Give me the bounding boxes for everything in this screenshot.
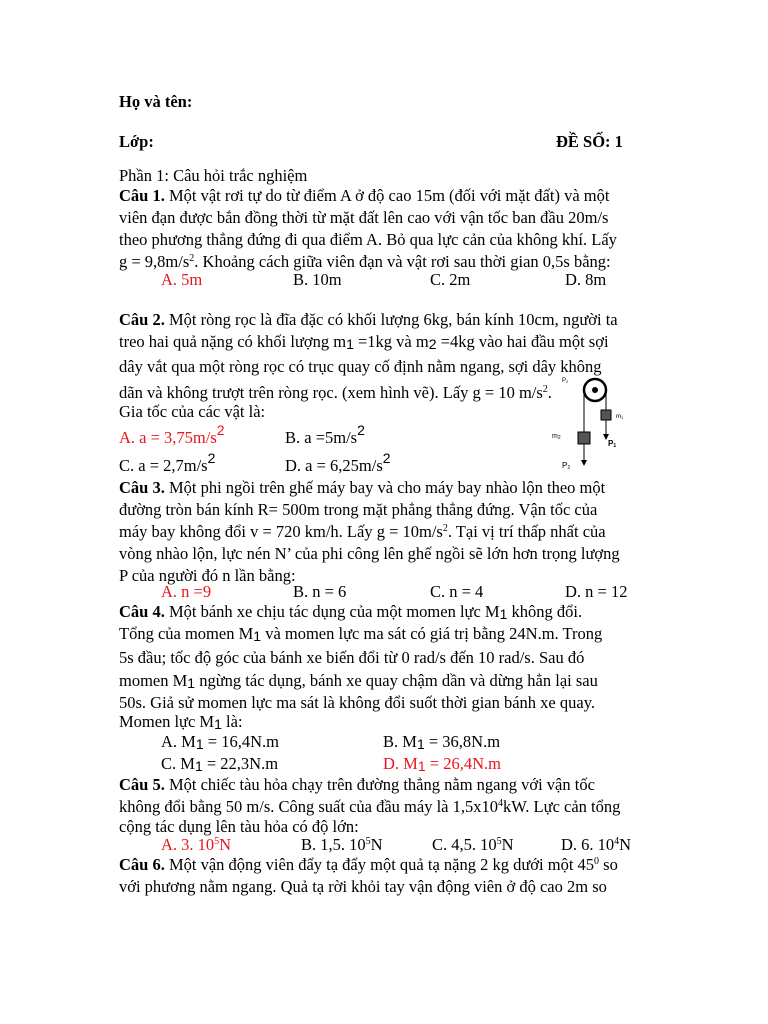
q1-text: g = 9,8m/s xyxy=(119,252,190,271)
q2-option-d xyxy=(285,450,391,476)
q4-option-d-text: D. M xyxy=(383,754,418,773)
q1-line-4 xyxy=(119,252,611,272)
q3-number: Câu 3. xyxy=(119,478,165,497)
subscript: 1 xyxy=(253,628,262,644)
q4-option-c-text: C. M xyxy=(161,754,195,773)
q6-line-2: với phương nằm ngang. Quả tạ rời khỏi tay vận động viên ở độ cao 2m so xyxy=(119,877,607,896)
q2-line-4 xyxy=(119,383,552,403)
q2-text: =4kg vào hai đầu một sợi xyxy=(436,332,609,351)
superscript: 4 xyxy=(614,836,620,847)
q3-line-1 xyxy=(119,478,605,498)
q4-option-b-text: = 36,8N.m xyxy=(424,732,501,751)
name-label: Họ và tên: xyxy=(119,92,193,111)
q2-text: . xyxy=(547,383,552,402)
arrow-head-icon xyxy=(581,460,587,466)
exam-number: ĐỀ SỐ: 1 xyxy=(556,132,623,151)
superscript: 2 xyxy=(357,422,365,438)
q2-option-c-text: C. a = 2,7m/s xyxy=(119,456,208,475)
q2-number: Câu 2. xyxy=(119,310,165,329)
q2-option-b-text: B. a =5m/s xyxy=(285,428,358,447)
q2-text: =1kg và m xyxy=(353,332,429,351)
superscript: 2 xyxy=(382,450,391,466)
superscript: 4 xyxy=(498,798,503,809)
q5-option-b-text: N xyxy=(370,835,383,854)
label-top: P2 xyxy=(562,378,569,384)
mass-m2 xyxy=(578,432,590,444)
superscript: 2 xyxy=(216,422,225,438)
q2-line-2 xyxy=(119,332,609,352)
q2-text: treo hai quả nặng có khối lượng m xyxy=(119,332,347,351)
q2-option-b xyxy=(285,422,365,448)
subscript: 2 xyxy=(428,336,437,352)
pulley-axle xyxy=(592,387,598,393)
q4-line-3: 5s đầu; tốc độ góc của bánh xe biến đổi từ 0 rad/s đến 10 rad/s. Sau đó xyxy=(119,648,585,667)
q2-option-c xyxy=(119,450,216,476)
class-label: Lớp: xyxy=(119,132,154,151)
superscript: 5 xyxy=(496,836,502,847)
q2-line-3: dây vắt qua một ròng rọc có trục quay cố định nằm ngang, sợi dây không xyxy=(119,357,602,376)
q1-line-3: theo phương thẳng đứng đi qua điểm A. Bỏ qua lực cản của không khí. Lấy xyxy=(119,230,617,249)
label-p2: P2 xyxy=(562,461,571,471)
q3-line-5: P của người đó n lần bằng: xyxy=(119,566,296,585)
q4-text: là: xyxy=(221,712,243,731)
q5-option-a xyxy=(161,835,231,855)
mass-m1 xyxy=(601,410,611,420)
q4-number: Câu 4. xyxy=(119,602,165,621)
q1-option-b: B. 10m xyxy=(293,270,342,289)
superscript: 5 xyxy=(214,836,220,847)
q5-line-3: cộng tác dụng lên tàu hỏa có độ lớn: xyxy=(119,817,359,836)
q4-option-b xyxy=(383,732,500,752)
q6-text: Một vận động viên đẩy tạ đẩy một quả tạ nặng 2 kg dưới một 45 xyxy=(164,855,595,874)
superscript: 2 xyxy=(542,384,548,395)
q5-text: Một chiếc tàu hỏa chạy trên đường thẳng nằm ngang với vận tốc xyxy=(164,775,595,794)
q4-option-d xyxy=(383,754,501,774)
superscript: 2 xyxy=(189,253,195,264)
q3-line-2: đường tròn bán kính R= 500m trong mặt phẳng thẳng đứng. Vận tốc của xyxy=(119,500,598,519)
q3-text: máy bay không đổi v = 720 km/h. Lấy g = 10m/s xyxy=(119,522,443,541)
q4-line-5: 50s. Giả sử momen lực ma sát là không đổi suốt thời gian bánh xe quay. xyxy=(119,693,596,712)
q4-option-a-text: A. M xyxy=(161,732,196,751)
q5-text: kW. Lực cản tổng xyxy=(503,797,621,816)
q5-text: không đổi bằng 50 m/s. Công suất của đầu máy là 1,5x10 xyxy=(119,797,498,816)
superscript: 2 xyxy=(442,523,448,534)
q4-option-d-text: = 26,4N.m xyxy=(425,754,501,773)
q1-line-2: viên đạn được bắn đồng thời từ mặt đất lên cao với vận tốc ban đầu 20m/s xyxy=(119,208,609,227)
subscript: 1 xyxy=(499,606,508,622)
q3-option-d: D. n = 12 xyxy=(565,582,628,601)
q3-line-3 xyxy=(119,522,606,542)
q6-line-1 xyxy=(119,855,618,875)
q5-option-d-text: N xyxy=(619,835,632,854)
subscript: 1 xyxy=(187,675,196,691)
q3-option-c: C. n = 4 xyxy=(430,582,484,601)
q5-option-c-text: C. 4,5. 10 xyxy=(432,835,497,854)
q3-line-4: vòng nhào lộn, lực nén N’ của phi công lên ghế ngồi sẽ lớn hơn trọng lượng xyxy=(119,544,620,563)
q1-line-1 xyxy=(119,186,609,206)
q1-number: Câu 1. xyxy=(119,186,165,205)
q1-text: . Khoảng cách giữa viên đạn và vật rơi sau thời gian 0,5s bằng: xyxy=(194,252,611,271)
q5-option-d-text: D. 6. 10 xyxy=(561,835,615,854)
q3-option-a: A. n =9 xyxy=(161,582,212,601)
q2-option-a-text: A. a = 3,75m/s xyxy=(119,428,217,447)
label-m1: m1 xyxy=(616,414,624,420)
subscript: 1 xyxy=(195,736,204,752)
q2-line-5: Gia tốc của các vật là: xyxy=(119,402,266,421)
superscript: 0 xyxy=(594,856,600,867)
q4-line-1 xyxy=(119,602,582,622)
q5-line-1 xyxy=(119,775,595,795)
q5-option-c xyxy=(432,835,514,855)
q5-option-b xyxy=(301,835,383,855)
q5-number: Câu 5. xyxy=(119,775,165,794)
q3-option-b: B. n = 6 xyxy=(293,582,347,601)
q5-option-a-text: N xyxy=(219,835,232,854)
q3-text: . Tại vị trí thấp nhất của xyxy=(447,522,606,541)
part-title: Phần 1: Câu hỏi trắc nghiệm xyxy=(119,166,308,185)
label-m2: m2 xyxy=(552,433,561,441)
subscript: 1 xyxy=(194,758,203,774)
q1-text: Một vật rơi tự do từ điểm A ở độ cao 15m (đối với mặt đất) và một xyxy=(164,186,610,205)
q4-line-4 xyxy=(119,671,598,691)
q2-line-1 xyxy=(119,310,618,330)
q4-text: ngừng tác dụng, bánh xe quay chậm dần và dừng hẳn lại sau xyxy=(195,671,598,690)
q6-number: Câu 6. xyxy=(119,855,165,874)
q4-line-2 xyxy=(119,624,602,644)
superscript: 2 xyxy=(207,450,216,466)
subscript: 1 xyxy=(416,736,425,752)
q4-line-6 xyxy=(119,712,243,732)
pulley-figure xyxy=(547,374,650,474)
q4-text: Tổng của momen M xyxy=(119,624,254,643)
q2-option-d-text: D. a = 6,25m/s xyxy=(285,456,383,475)
q4-option-a xyxy=(161,732,279,752)
q2-text: Một ròng rọc là đĩa đặc có khối lượng 6kg, bán kính 10cm, người ta xyxy=(164,310,618,329)
q5-option-c-text: N xyxy=(501,835,514,854)
q5-option-b-text: B. 1,5. 10 xyxy=(301,835,366,854)
q4-text: momen M xyxy=(119,671,188,690)
q4-option-a-text: = 16,4N.m xyxy=(203,732,279,751)
q5-option-d xyxy=(561,835,631,855)
subscript: 1 xyxy=(214,716,222,732)
subscript: 1 xyxy=(346,336,354,352)
q4-text: Một bánh xe chịu tác dụng của một momen lực M xyxy=(164,602,500,621)
q2-option-a xyxy=(119,422,225,448)
q4-text: không đổi. xyxy=(507,602,583,621)
q1-option-c: C. 2m xyxy=(430,270,471,289)
q1-option-a: A. 5m xyxy=(161,270,203,289)
q4-option-c xyxy=(161,754,278,774)
q5-option-a-text: A. 3. 10 xyxy=(161,835,215,854)
superscript: 5 xyxy=(365,836,371,847)
q1-option-d: D. 8m xyxy=(565,270,607,289)
q4-text: Momen lực M xyxy=(119,712,215,731)
label-p1: P1 xyxy=(608,439,617,449)
q2-text: dãn và không trượt trên ròng rọc. (xem hình vẽ). Lấy g = 10 m/s xyxy=(119,383,543,402)
q4-option-b-text: B. M xyxy=(383,732,417,751)
q6-text: so xyxy=(599,855,618,874)
q3-text: Một phi ngồi trên ghế máy bay và cho máy bay nhào lộn theo một xyxy=(164,478,606,497)
q4-text: và momen lực ma sát có giá trị bằng 24N.m. Trong xyxy=(261,624,603,643)
q4-option-c-text: = 22,3N.m xyxy=(202,754,279,773)
q5-line-2 xyxy=(119,797,620,817)
subscript: 1 xyxy=(417,758,426,774)
